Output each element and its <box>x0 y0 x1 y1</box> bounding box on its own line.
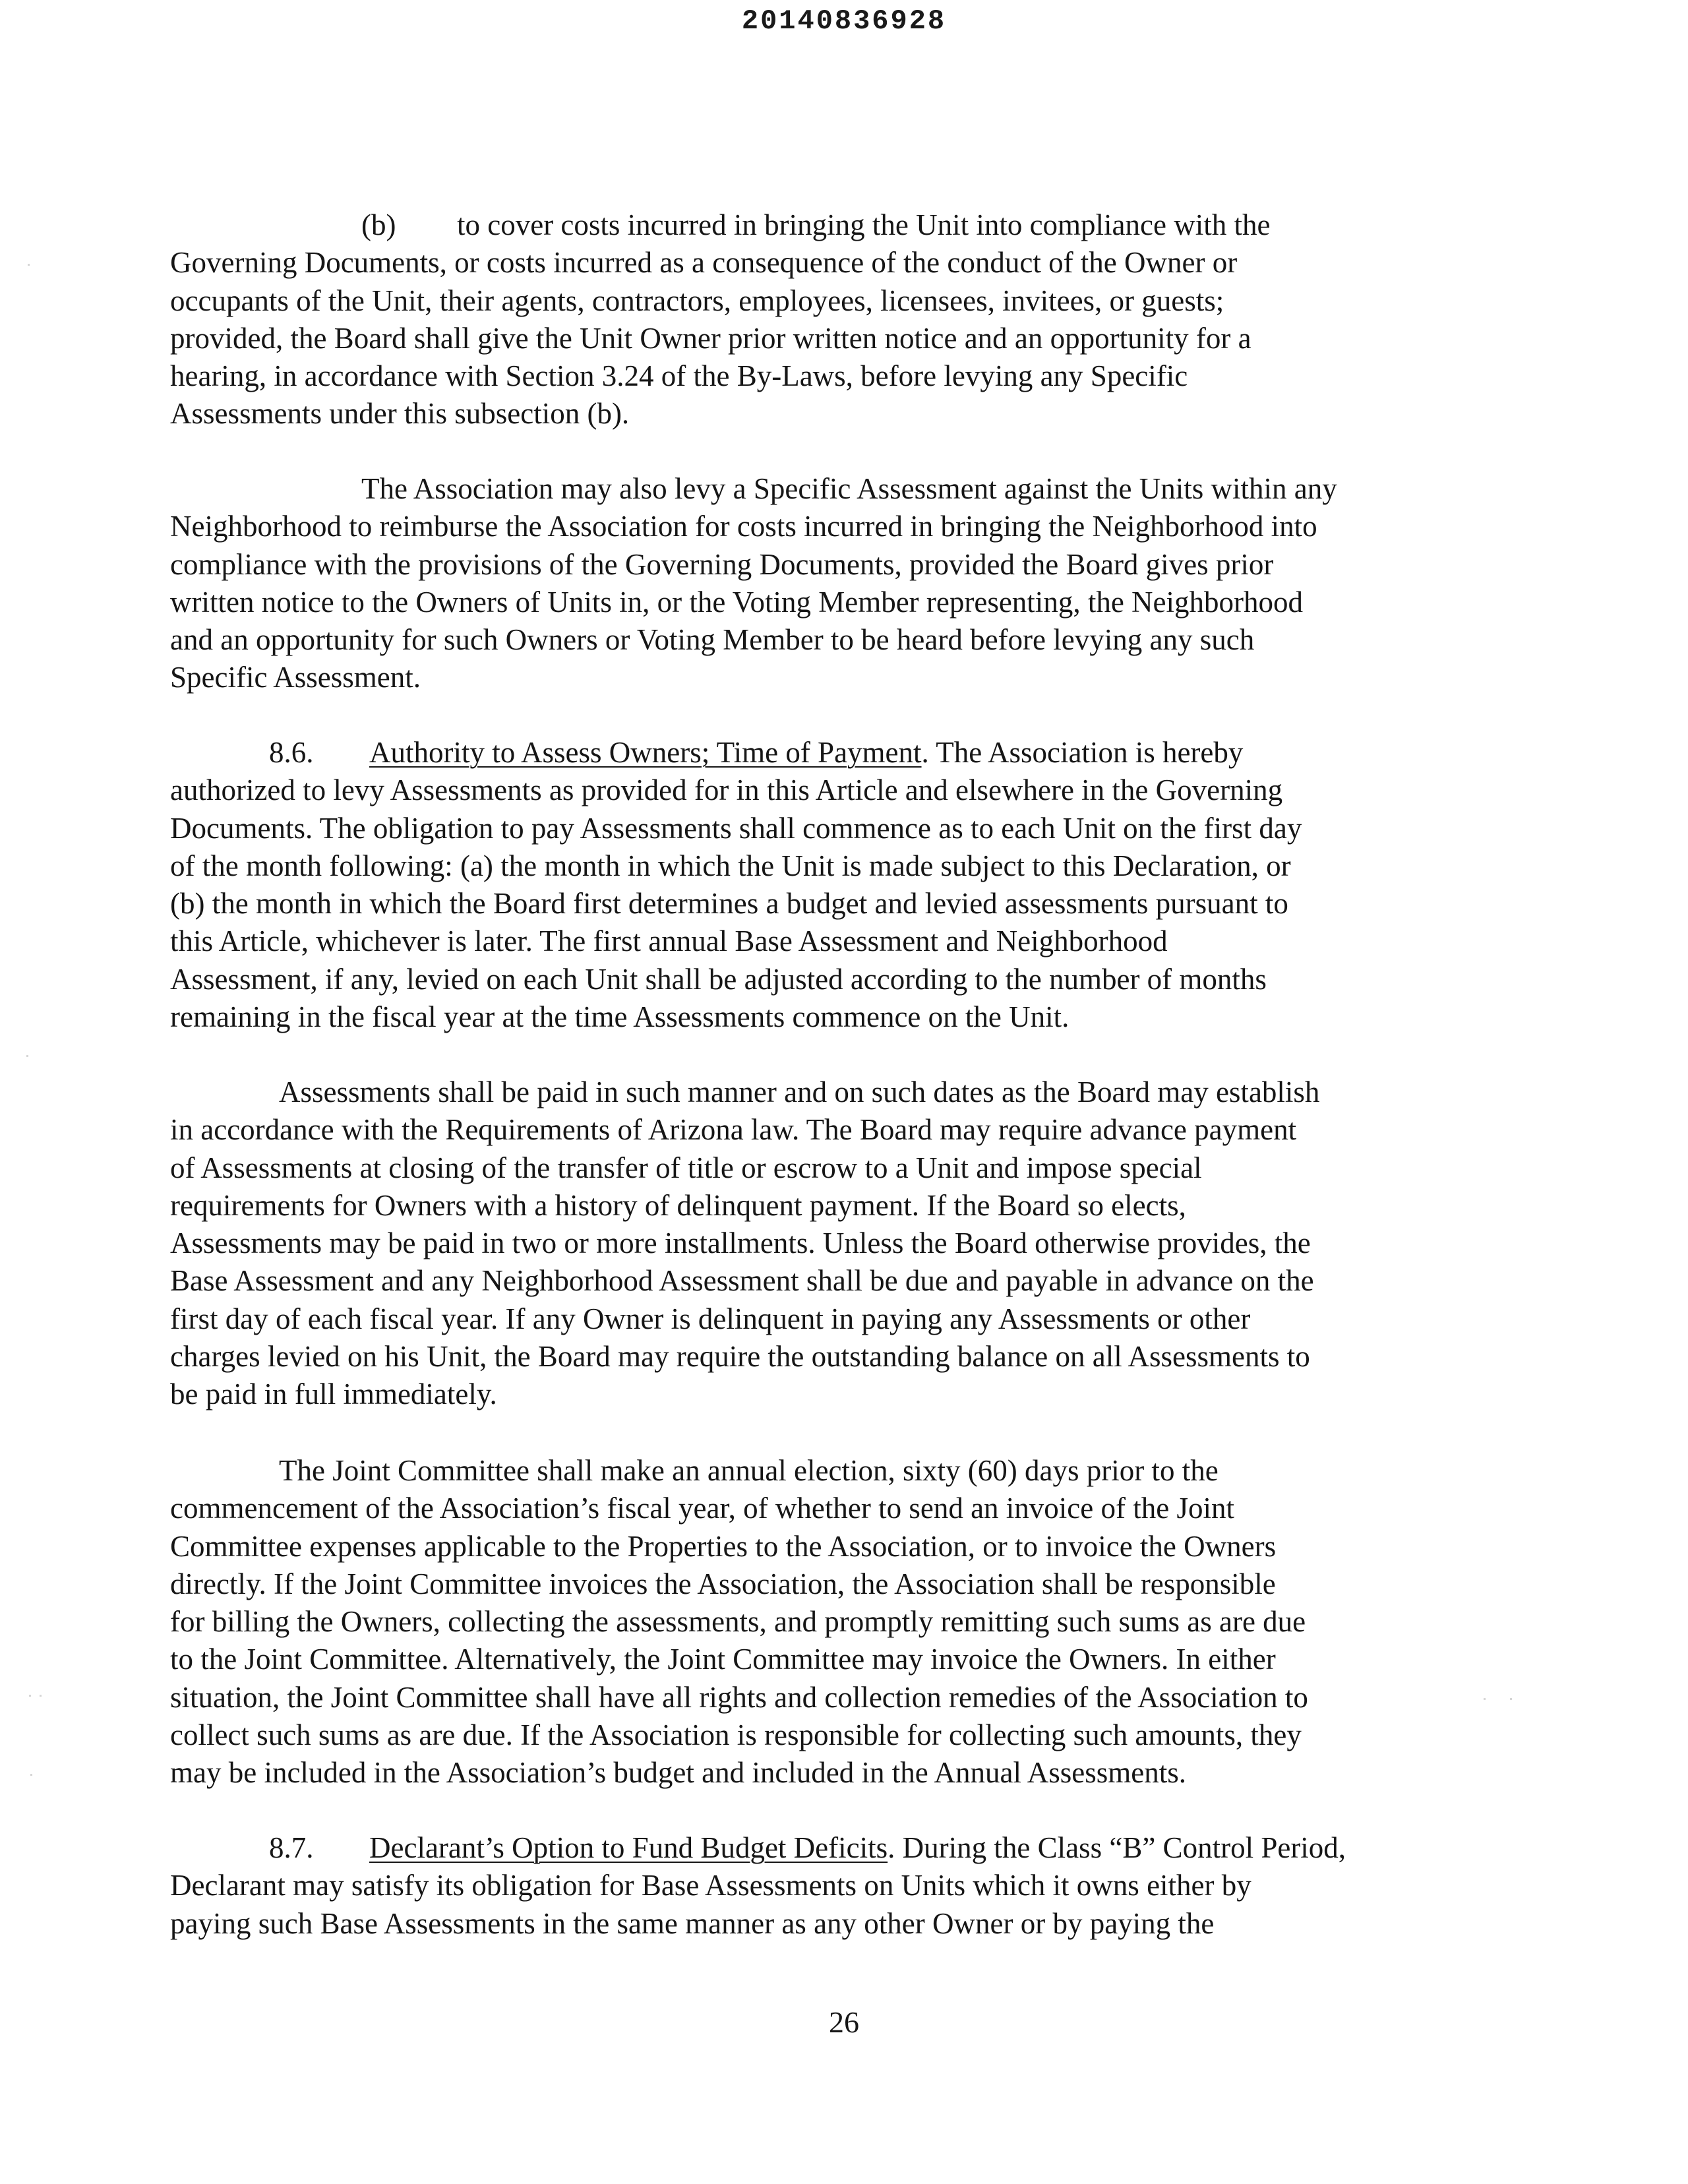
paragraph-line: Assessments under this subsection (b). <box>170 397 630 431</box>
paragraph-payment-manner <box>170 1074 1489 1414</box>
paragraph-line: collect such sums as are due. If the Association is responsible for collecting such amounts, they <box>170 1718 1302 1752</box>
paragraph-line: The Joint Committee shall make an annual election, sixty (60) days prior to the <box>279 1454 1219 1487</box>
paragraph-line: Neighborhood to reimburse the Association for costs incurred in bringing the Neighborhood into <box>170 510 1317 543</box>
paragraph-line: Assessment, if any, levied on each Unit shall be adjusted according to the number of months <box>170 962 1267 996</box>
section-8-7 <box>170 1829 1489 1943</box>
paragraph-line: paying such Base Assessments in the same manner as any other Owner or by paying the <box>170 1906 1215 1940</box>
paragraph-line: authorized to levy Assessments as provided for in this Article and elsewhere in the Governing <box>170 774 1283 807</box>
section-heading: Authority to Assess Owners; Time of Payment <box>369 736 922 769</box>
paragraph-line: directly. If the Joint Committee invoices the Association, the Association shall be responsible <box>170 1567 1276 1600</box>
paragraph-line: Assessments may be paid in two or more installments. Unless the Board otherwise provides, the <box>170 1227 1311 1260</box>
paragraph-line: compliance with the provisions of the Governing Documents, provided the Board gives prior <box>170 547 1274 581</box>
paragraph-line: Base Assessment and any Neighborhood Assessment shall be due and payable in advance on the <box>170 1264 1314 1298</box>
paragraph-line: in accordance with the Requirements of Arizona law. The Board may require advance payment <box>170 1113 1297 1147</box>
paragraph-line: requirements for Owners with a history of delinquent payment. If the Board so elects, <box>170 1188 1186 1222</box>
scan-artifact <box>1484 1698 1486 1700</box>
paragraph-subsection-b <box>170 206 1489 433</box>
subsection-label: (b) <box>361 208 396 241</box>
paragraph-line: be paid in full immediately. <box>170 1378 497 1411</box>
scan-artifact <box>29 1695 31 1697</box>
paragraph-line: hearing, in accordance with Section 3.24 of the By-Laws, before levying any Specific <box>170 359 1188 393</box>
paragraph-line: for billing the Owners, collecting the assessments, and promptly remitting such sums as are due <box>170 1605 1306 1639</box>
scan-artifact <box>30 1774 32 1776</box>
section-8-6 <box>170 734 1489 1036</box>
page-number: 26 <box>829 2005 859 2039</box>
paragraph-line: this Article, whichever is later. The first annual Base Assessment and Neighborhood <box>170 925 1168 958</box>
section-number: 8.6. <box>269 736 314 769</box>
paragraph-line: Documents. The obligation to pay Assessments shall commence as to each Unit on the first day <box>170 811 1302 845</box>
paragraph-line: Specific Assessment. <box>170 661 421 694</box>
paragraph-line: Declarant may satisfy its obligation for Base Assessments on Units which it owns either by <box>170 1869 1251 1902</box>
paragraph-line: first day of each fiscal year. If any Owner is delinquent in paying any Assessments or other <box>170 1302 1251 1335</box>
section-heading-line: 8.6. Authority to Assess Owners; Time of Payment. The Association is hereby <box>170 734 1489 772</box>
scan-artifact <box>28 264 30 266</box>
paragraph-joint-committee <box>170 1452 1489 1792</box>
paragraph-line: The Association may also levy a Specific Assessment against the Units within any <box>361 472 1337 505</box>
paragraph-line: (b) the month in which the Board first determines a budget and levied assessments pursuant to <box>170 887 1288 921</box>
paragraph-line: and an opportunity for such Owners or Voting Member to be heard before levying any such <box>170 623 1255 657</box>
paragraph-line: remaining in the fiscal year at the time Assessments commence on the Unit. <box>170 1000 1070 1034</box>
paragraph-line: of Assessments at closing of the transfer of title or escrow to a Unit and impose special <box>170 1151 1202 1184</box>
paragraph-line: situation, the Joint Committee shall have all rights and collection remedies of the Association to <box>170 1680 1308 1714</box>
document-number: 20140836928 <box>741 5 947 37</box>
section-heading: Declarant’s Option to Fund Budget Deficits <box>369 1831 888 1864</box>
paragraph-line: of the month following: (a) the month in which the Unit is made subject to this Declaration, or <box>170 849 1291 882</box>
paragraph-line: occupants of the Unit, their agents, contractors, employees, licensees, invitees, or guests; <box>170 284 1224 317</box>
paragraph-line: Committee expenses applicable to the Properties to the Association, or to invoice the Owners <box>170 1529 1277 1563</box>
paragraph-line: (b) to cover costs incurred in bringing the Unit into compliance with the <box>170 206 1489 244</box>
paragraph-line: commencement of the Association’s fiscal year, of whether to send an invoice of the Joint <box>170 1492 1234 1525</box>
paragraph-line: charges levied on his Unit, the Board may require the outstanding balance on all Assessments to <box>170 1340 1310 1374</box>
paragraph-line: Governing Documents, or costs incurred as a consequence of the conduct of the Owner or <box>170 246 1238 280</box>
paragraph-line: provided, the Board shall give the Unit Owner prior written notice and an opportunity for a <box>170 321 1251 355</box>
paragraph-line: to the Joint Committee. Alternatively, the Joint Committee may invoice the Owners. In either <box>170 1643 1276 1676</box>
paragraph-neighborhood-assessment <box>170 470 1489 697</box>
section-heading-line: 8.7. Declarant’s Option to Fund Budget Deficits. During the Class “B” Control Period, <box>170 1829 1489 1867</box>
section-number: 8.7. <box>269 1831 314 1864</box>
paragraph-line: may be included in the Association’s budget and included in the Annual Assessments. <box>170 1756 1187 1790</box>
scan-artifact <box>40 1695 42 1697</box>
paragraph-line: written notice to the Owners of Units in, or the Voting Member representing, the Neighborhood <box>170 585 1303 619</box>
scan-artifact <box>26 1055 28 1057</box>
paragraph-line: Assessments shall be paid in such manner and on such dates as the Board may establish <box>279 1076 1320 1108</box>
scan-artifact <box>1510 1698 1512 1700</box>
